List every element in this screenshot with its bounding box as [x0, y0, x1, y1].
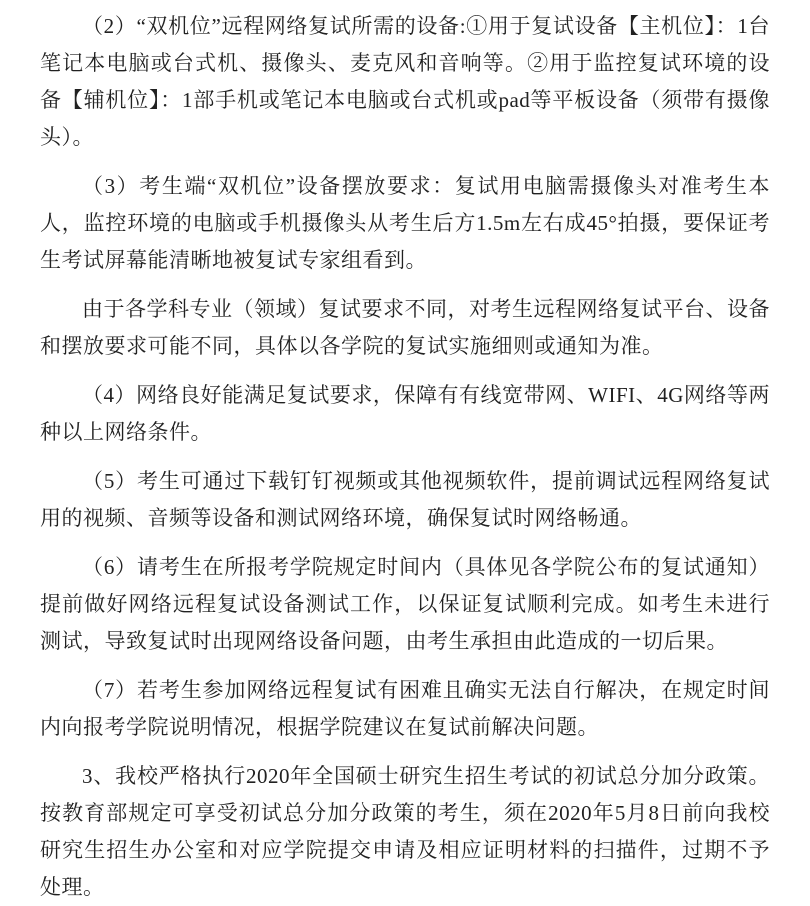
paragraph-department-requirements: 由于各学科专业（领域）复试要求不同，对考生远程网络复试平台、设备和摆放要求可能不同，具体以各学院的复试实施细则或通知为准。	[40, 297, 770, 358]
paragraph-bonus-policy: 3、我校严格执行2020年全国硕士研究生招生考试的初试总分加分政策。按教育部规定可享受初试总分加分政策的考生，须在2020年5月8日前向我校研究生招生办公室和对应学院提交申请及相应证明材料的扫描件，过期不予处理。	[40, 764, 770, 899]
paragraph-software-testing: （5）考生可通过下载钉钉视频或其他视频软件，提前调试远程网络复试用的视频、音频等设备和测试网络环境，确保复试时网络畅通。	[40, 469, 770, 530]
paragraph-test-schedule: （6）请考生在所报考学院规定时间内（具体见各学院公布的复试通知）提前做好网络远程复试设备测试工作，以保证复试顺利完成。如考生未进行测试，导致复试时出现网络设备问题，由考生承担由此造成的一切后果。	[40, 555, 770, 653]
paragraph-device-placement: （3）考生端“双机位”设备摆放要求：复试用电脑需摄像头对准考生本人，监控环境的电脑或手机摄像头从考生后方1.5m左右成45°拍摄，要保证考生考试屏幕能清晰地被复试专家组看到。	[40, 174, 770, 272]
paragraph-network-conditions: （4）网络良好能满足复试要求，保障有有线宽带网、WIFI、4G网络等两种以上网络条件。	[40, 383, 770, 444]
paragraph-equipment-dual-camera: （2）“双机位”远程网络复试所需的设备:①用于复试设备【主机位】：1台笔记本电脑或台式机、摄像头、麦克风和音响等。②用于监控复试环境的设备【辅机位】：1部手机或笔记本电脑或台式机或pad等平板设备（须带有摄像头）。	[40, 14, 770, 149]
paragraph-difficulty-help: （7）若考生参加网络远程复试有困难且确实无法自行解决，在规定时间内向报考学院说明情况，根据学院建议在复试前解决问题。	[40, 678, 770, 739]
